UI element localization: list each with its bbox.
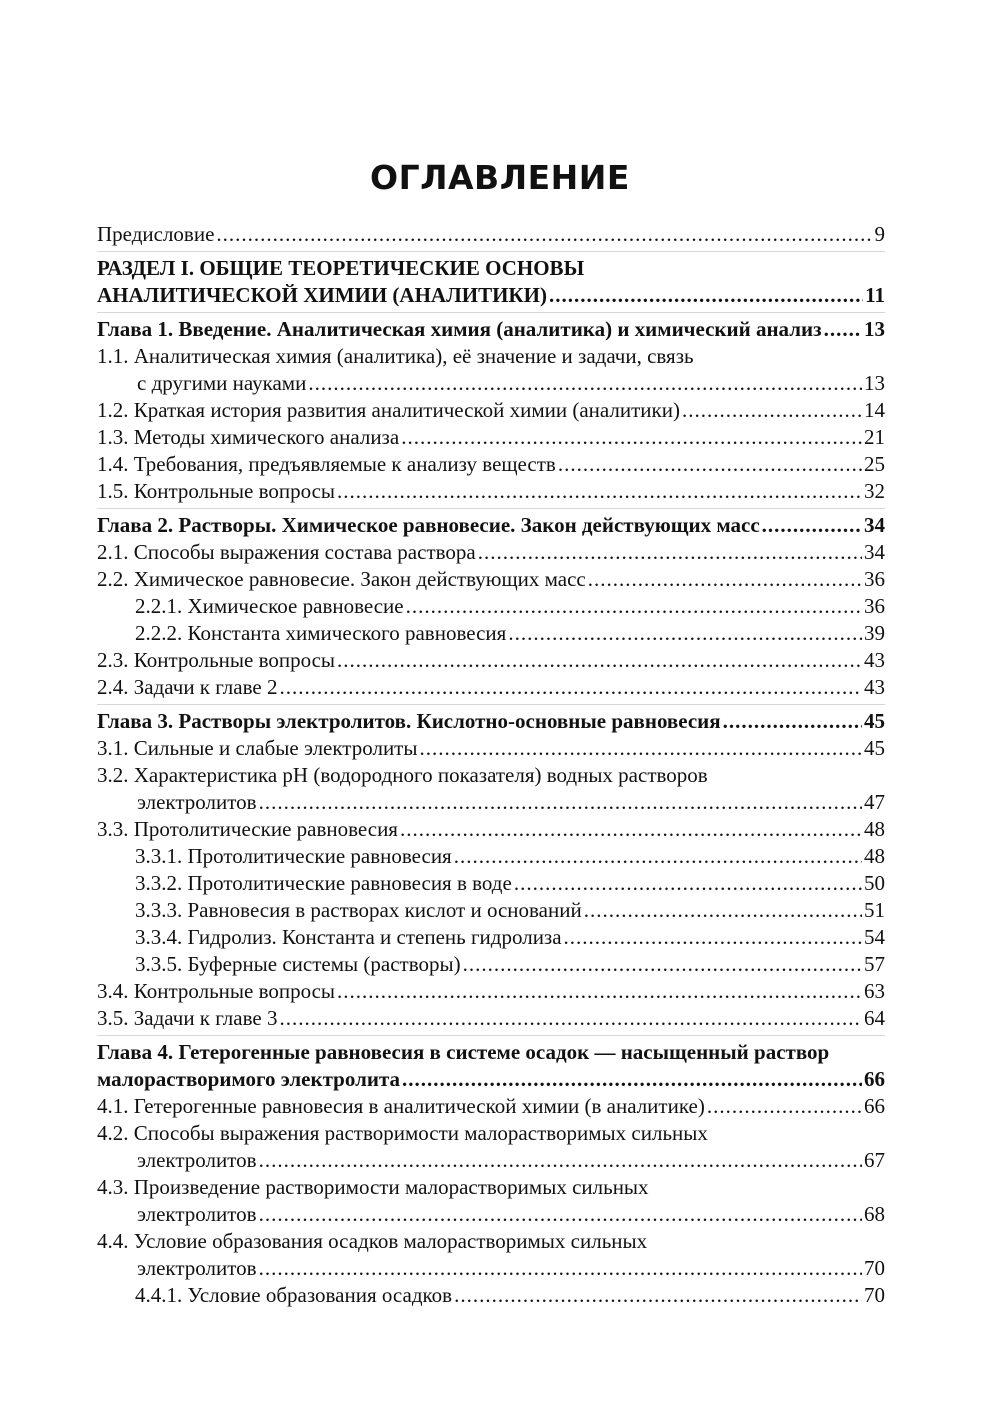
toc-entry-3-3-5[interactable]	[97, 951, 885, 978]
toc-leader-dots	[337, 647, 862, 674]
toc-page-number: 9	[874, 222, 885, 246]
toc-page-number: 14	[864, 398, 885, 422]
toc-entry-title: 3.3.3. Равновесия в растворах кислот и оснований	[135, 898, 582, 922]
toc-page-number: 66	[864, 1067, 885, 1091]
toc-entry-part-1[interactable]	[97, 255, 885, 309]
toc-entry-4-1[interactable]	[97, 1093, 885, 1120]
toc-leader-dots	[419, 735, 862, 762]
toc-page-number: 57	[864, 952, 885, 976]
toc-page-number: 34	[864, 513, 885, 537]
toc-page-number: 51	[864, 898, 885, 922]
section-divider	[97, 508, 885, 509]
toc-page-number: 45	[864, 736, 885, 760]
toc-leader-dots	[454, 843, 862, 870]
toc-page-number: 13	[864, 371, 885, 395]
toc-entry-3-2[interactable]	[97, 762, 885, 816]
toc-entry-4-3[interactable]	[97, 1174, 885, 1228]
toc-page-number: 13	[864, 317, 885, 341]
toc-page-number: 45	[864, 709, 885, 733]
toc-entry-1-5[interactable]	[97, 478, 885, 505]
toc-page-number: 43	[864, 675, 885, 699]
toc-entry-2-3[interactable]	[97, 647, 885, 674]
toc-page-number: 67	[864, 1148, 885, 1172]
toc-entry-title-line1: Глава 4. Гетерогенные равновесия в системе осадок — насыщенный раствор	[97, 1040, 830, 1064]
toc-leader-dots	[337, 978, 862, 1005]
toc-entry-2-2[interactable]	[97, 566, 885, 593]
toc-entry-title-line1: 4.3. Произведение растворимости малорастворимых сильных	[97, 1175, 649, 1199]
toc-entry-title: 3.3. Протолитические равновесия	[97, 817, 398, 841]
toc-leader-dots	[549, 282, 863, 309]
toc-entry-3-5[interactable]	[97, 1005, 885, 1032]
toc-leader-dots	[259, 789, 862, 816]
toc-page-number: 36	[864, 594, 885, 618]
toc-entry-title: Глава 3. Растворы электролитов. Кислотно-основные равновесия	[97, 709, 721, 733]
toc-entry-title: электролитов	[137, 1148, 257, 1172]
toc-entry-title: 3.3.1. Протолитические равновесия	[135, 844, 452, 868]
toc-entry-1-1[interactable]	[97, 343, 885, 397]
toc-entry-2-1[interactable]	[97, 539, 885, 566]
toc-leader-dots	[259, 1147, 862, 1174]
toc-leader-dots	[259, 1201, 862, 1228]
toc-leader-dots	[216, 221, 872, 248]
toc-entry-4-2[interactable]	[97, 1120, 885, 1174]
toc-leader-dots	[478, 539, 862, 566]
toc-entry-title: 4.1. Гетерогенные равновесия в аналитической химии (в аналитике)	[97, 1094, 705, 1118]
toc-entry-title: 3.5. Задачи к главе 3	[97, 1006, 278, 1030]
toc-entry-3-3-4[interactable]	[97, 924, 885, 951]
toc-page-number: 39	[864, 621, 885, 645]
toc-entry-title: 3.3.4. Гидролиз. Константа и степень гидролиза	[135, 925, 562, 949]
toc-leader-dots	[402, 1066, 862, 1093]
toc-leader-dots	[558, 451, 862, 478]
toc-page-number: 36	[864, 567, 885, 591]
section-divider	[97, 251, 885, 252]
toc-leader-dots	[401, 424, 862, 451]
toc-entry-title: 2.2. Химическое равновесие. Закон действующих масс	[97, 567, 586, 591]
toc-entry-title: 1.5. Контрольные вопросы	[97, 479, 336, 503]
toc-page-number: 70	[864, 1256, 885, 1280]
toc-page-number: 66	[864, 1094, 885, 1118]
section-divider	[97, 704, 885, 705]
page-title: ОГЛАВЛЕНИЕ	[370, 158, 630, 197]
toc-entry-title: 1.3. Методы химического анализа	[97, 425, 400, 449]
toc-entry-3-3-3[interactable]	[97, 897, 885, 924]
toc-entry-title: 2.4. Задачи к главе 2	[97, 675, 278, 699]
toc-entry-title: с другими науками	[137, 371, 307, 395]
toc-entry-preface[interactable]	[97, 221, 885, 248]
toc-leader-dots	[762, 512, 862, 539]
toc-leader-dots	[406, 593, 862, 620]
toc-leader-dots	[463, 951, 862, 978]
toc-leader-dots	[588, 566, 862, 593]
toc-entry-title: 2.3. Контрольные вопросы	[97, 648, 336, 672]
toc-page-number: 47	[864, 790, 885, 814]
toc-entry-1-3[interactable]	[97, 424, 885, 451]
toc-entry-title: АНАЛИТИЧЕСКОЙ ХИМИИ (АНАЛИТИКИ)	[97, 283, 547, 307]
toc-page-number: 48	[864, 844, 885, 868]
toc-entry-3-4[interactable]	[97, 978, 885, 1005]
toc-entry-3-3-2[interactable]	[97, 870, 885, 897]
toc-entry-title: Предисловие	[97, 222, 215, 246]
toc-entry-4-4[interactable]	[97, 1228, 885, 1282]
toc-leader-dots	[723, 708, 862, 735]
toc-entry-2-2-1[interactable]	[97, 593, 885, 620]
toc-entry-chapter-4[interactable]	[97, 1039, 885, 1093]
toc-page-number: 43	[864, 648, 885, 672]
toc-leader-dots	[337, 478, 862, 505]
toc-entry-3-3-1[interactable]	[97, 843, 885, 870]
section-divider	[97, 1035, 885, 1036]
toc-leader-dots	[454, 1282, 862, 1309]
toc-entry-chapter-3[interactable]	[97, 708, 885, 735]
toc-entry-title: 2.2.1. Химическое равновесие	[135, 594, 404, 618]
toc-page-number: 54	[864, 925, 885, 949]
table-of-contents	[97, 221, 885, 1309]
toc-leader-dots	[259, 1255, 862, 1282]
toc-entry-title: 2.2.2. Константа химического равновесия	[135, 621, 507, 645]
toc-entry-title: 2.1. Способы выражения состава раствора	[97, 540, 476, 564]
toc-entry-title: электролитов	[137, 1256, 257, 1280]
toc-entry-chapter-2[interactable]	[97, 512, 885, 539]
toc-entry-title: Глава 2. Растворы. Химическое равновесие. Закон действующих масс	[97, 513, 760, 537]
toc-page-number: 32	[864, 479, 885, 503]
toc-page-number: 34	[864, 540, 885, 564]
toc-entry-title: 3.3.2. Протолитические равновесия в воде	[135, 871, 512, 895]
toc-leader-dots	[279, 1005, 862, 1032]
toc-page-number: 25	[864, 452, 885, 476]
toc-page-number: 68	[864, 1202, 885, 1226]
toc-entry-2-4[interactable]	[97, 674, 885, 701]
toc-leader-dots	[584, 897, 862, 924]
toc-leader-dots	[824, 316, 862, 343]
toc-entry-title: 3.1. Сильные и слабые электролиты	[97, 736, 418, 760]
toc-entry-chapter-1[interactable]	[97, 316, 885, 343]
toc-leader-dots	[279, 674, 862, 701]
toc-entry-title: малорастворимого электролита	[97, 1067, 401, 1091]
toc-entry-title: 1.4. Требования, предъявляемые к анализу веществ	[97, 452, 556, 476]
toc-entry-title-line1: РАЗДЕЛ I. ОБЩИЕ ТЕОРЕТИЧЕСКИЕ ОСНОВЫ	[97, 256, 585, 280]
toc-leader-dots	[508, 620, 862, 647]
toc-entry-1-2[interactable]	[97, 397, 885, 424]
toc-page-number: 64	[864, 1006, 885, 1030]
toc-entry-3-3[interactable]	[97, 816, 885, 843]
toc-entry-title-line1: 4.2. Способы выражения растворимости малорастворимых сильных	[97, 1121, 708, 1145]
toc-entry-title: электролитов	[137, 1202, 257, 1226]
toc-page-number: 63	[864, 979, 885, 1003]
toc-entry-4-4-1[interactable]	[97, 1282, 885, 1309]
toc-leader-dots	[400, 816, 862, 843]
toc-page-number: 70	[864, 1283, 885, 1307]
toc-leader-dots	[682, 397, 862, 424]
toc-entry-title: электролитов	[137, 790, 257, 814]
toc-page-number: 21	[864, 425, 885, 449]
toc-leader-dots	[514, 870, 862, 897]
section-divider	[97, 312, 885, 313]
toc-entry-3-1[interactable]	[97, 735, 885, 762]
toc-entry-title: 3.4. Контрольные вопросы	[97, 979, 336, 1003]
toc-entry-title: 3.3.5. Буферные системы (растворы)	[135, 952, 461, 976]
toc-leader-dots	[707, 1093, 862, 1120]
toc-entry-title-line1: 3.2. Характеристика pH (водородного показателя) водных растворов	[97, 763, 708, 787]
toc-page-number: 48	[864, 817, 885, 841]
toc-leader-dots	[308, 370, 862, 397]
toc-page-number: 50	[864, 871, 885, 895]
toc-entry-title-line1: 1.1. Аналитическая химия (аналитика), её значение и задачи, связь	[97, 344, 694, 368]
toc-entry-2-2-2[interactable]	[97, 620, 885, 647]
toc-page-number: 11	[865, 283, 885, 307]
toc-entry-title-line1: 4.4. Условие образования осадков малорастворимых сильных	[97, 1229, 648, 1253]
toc-entry-title: Глава 1. Введение. Аналитическая химия (аналитика) и химический анализ	[97, 317, 822, 341]
toc-leader-dots	[564, 924, 862, 951]
toc-entry-1-4[interactable]	[97, 451, 885, 478]
toc-entry-title: 4.4.1. Условие образования осадков	[135, 1283, 453, 1307]
toc-entry-title: 1.2. Краткая история развития аналитической химии (аналитики)	[97, 398, 680, 422]
